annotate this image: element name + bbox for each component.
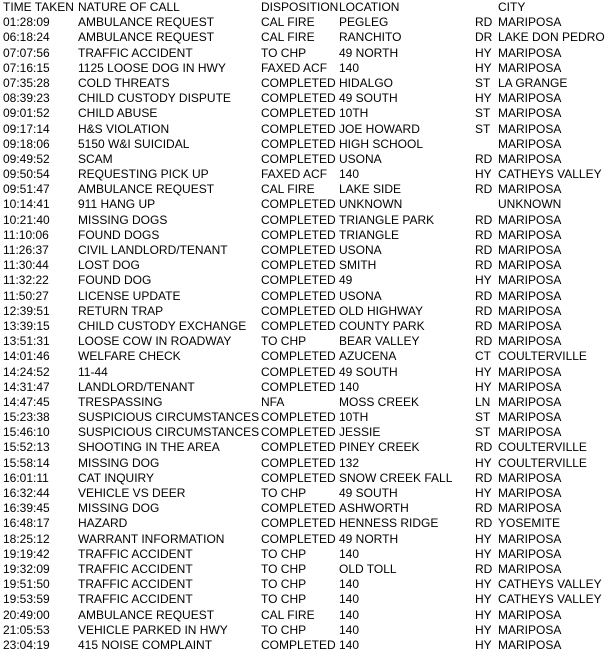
cell-nature: MISSING DOGS [78,212,168,227]
cell-disposition: COMPLETED [261,243,336,257]
cell-time: 09:51:47 [3,182,50,197]
cell-city: MARIPOSA [498,318,562,333]
cell-location: MOSS CREEK [339,394,420,409]
cell-nature: CAT INQUIRY [78,470,155,485]
cell-road-suffix: DR [475,30,493,45]
cell-location: 10TH [339,410,369,425]
cell-time: 15:46:10 [3,425,50,440]
cell-disposition: COMPLETED [261,91,336,106]
cell-nature: 415 NOISE COMPLAINT [78,637,213,652]
cell-city: CATHEYS VALLEY [498,592,602,607]
cell-city: MARIPOSA [498,212,562,227]
cell-nature: TRESPASSING [78,394,163,409]
cell-time: 15:52:13 [3,440,50,455]
cell-location: TRIANGLE [339,227,400,242]
cell-nature: AMBULANCE REQUEST [78,15,215,30]
cell-nature: SCAM [78,151,113,166]
cell-time: 15:58:14 [3,455,50,470]
cell-nature: RETURN TRAP [78,303,164,318]
cell-city: MARIPOSA [498,470,562,485]
cell-road-suffix: ST [475,410,491,425]
cell-disposition: COMPLETED [261,440,336,455]
cell-nature: LOOSE COW IN ROADWAY [78,334,232,349]
cell-road-suffix: RD [475,15,493,30]
cell-road-suffix: HY [475,622,492,637]
cell-disposition: COMPLETED [261,410,336,425]
cell-disposition: CAL FIRE [261,30,315,45]
cell-time: 13:39:15 [3,318,50,333]
cell-road-suffix: RD [475,470,493,485]
cell-road-suffix: HY [475,60,492,75]
header-location: LOCATION [339,0,400,14]
cell-time: 10:14:41 [3,197,50,212]
cell-time: 11:26:37 [3,243,49,257]
cell-nature: CHILD ABUSE [78,106,158,121]
cell-time: 09:17:14 [3,121,50,136]
cell-location: 140 [339,60,360,75]
cell-time: 11:32:22 [3,273,49,288]
cell-time: 20:49:00 [3,607,50,622]
cell-road-suffix: RD [475,516,493,531]
cell-time: 07:35:28 [3,75,50,90]
cell-nature: LOST DOG [78,258,140,273]
cell-road-suffix: ST [475,425,491,440]
cell-disposition: COMPLETED [261,121,336,136]
header-time: TIME TAKEN [3,0,74,14]
cell-location: AZUCENA [339,349,397,364]
cell-location: 49 SOUTH [339,364,398,379]
cell-time: 16:32:44 [3,486,50,500]
cell-road-suffix: HY [475,531,492,546]
cell-city: MARIPOSA [498,410,562,425]
cell-location: 49 NORTH [339,531,399,546]
cell-road-suffix: RD [475,182,493,197]
cell-road-suffix: HY [475,364,492,379]
cell-nature: CHILD CUSTODY DISPUTE [78,91,231,106]
cell-nature: FOUND DOGS [78,227,160,242]
cell-disposition: COMPLETED [261,75,336,90]
cell-road-suffix: ST [475,121,491,136]
cell-nature: VEHICLE VS DEER [78,486,186,500]
cell-disposition: COMPLETED [261,425,336,440]
cell-city: CATHEYS VALLEY [498,167,602,182]
cell-city: COULTERVILLE [498,455,587,470]
cell-nature: SUSPICIOUS CIRCUMSTANCES [78,410,260,425]
cell-nature: REQUESTING PICK UP [78,167,209,182]
cell-location: OLD TOLL [339,561,397,576]
cell-disposition: COMPLETED [261,501,336,516]
cell-road-suffix: RD [475,258,493,273]
cell-location: LAKE SIDE [339,182,402,197]
cell-city: MARIPOSA [498,151,562,166]
cell-location: SMITH [339,258,377,273]
cell-disposition: NFA [261,394,285,409]
cell-time: 07:07:56 [3,45,50,60]
cell-time: 19:32:09 [3,561,50,576]
cell-road-suffix: RD [475,303,493,318]
cell-disposition: COMPLETED [261,106,336,121]
cell-location: HENNESS RIDGE [339,516,439,531]
cell-nature: LANDLORD/TENANT [78,379,195,394]
cell-time: 13:51:31 [3,334,50,349]
header-nature: NATURE OF CALL [78,0,180,14]
cell-disposition: COMPLETED [261,531,336,546]
cell-disposition: COMPLETED [261,136,336,151]
cell-location: 49 SOUTH [339,91,398,106]
cell-location: 140 [339,167,360,182]
cell-nature: TRAFFIC ACCIDENT [78,546,193,561]
cell-city: YOSEMITE [498,516,561,531]
cell-nature: FOUND DOG [78,273,152,288]
cell-road-suffix: HY [475,273,492,288]
cell-road-suffix: RD [475,440,493,455]
cell-time: 14:01:46 [3,349,50,364]
cell-city: MARIPOSA [498,546,562,561]
cell-road-suffix: ST [475,75,491,90]
cell-location: PINEY CREEK [339,440,420,455]
cell-city: MARIPOSA [498,425,562,440]
cell-nature: WELFARE CHECK [78,349,181,364]
cell-city: MARIPOSA [498,486,562,500]
cell-location: JESSIE [339,425,381,440]
cell-city: CATHEYS VALLEY [498,577,602,592]
cell-city: MARIPOSA [498,258,562,273]
cell-disposition: COMPLETED [261,637,336,652]
cell-city: MARIPOSA [498,531,562,546]
cell-nature: SHOOTING IN THE AREA [78,440,220,455]
cell-time: 14:47:45 [3,394,50,409]
cell-disposition: TO CHP [261,592,307,607]
cell-disposition: TO CHP [261,334,307,349]
cell-time: 19:19:42 [3,546,50,561]
cell-disposition: COMPLETED [261,470,336,485]
cell-time: 11:10:06 [3,227,49,242]
cell-time: 09:50:54 [3,167,50,182]
cell-nature: 1125 LOOSE DOG IN HWY [78,60,226,75]
cell-location: TRIANGLE PARK [339,212,435,227]
cell-time: 14:24:52 [3,364,50,379]
cell-city: LAKE DON PEDRO [498,30,605,45]
cell-location: 49 SOUTH [339,486,398,500]
cell-location: UNKNOWN [339,197,403,212]
cell-road-suffix: RD [475,288,493,303]
cell-location: RANCHITO [339,30,402,45]
cell-location: 49 [339,273,353,288]
cell-time: 16:48:17 [3,516,50,531]
cell-disposition: COMPLETED [261,273,336,288]
cell-city: MARIPOSA [498,45,562,60]
cell-city: MARIPOSA [498,607,562,622]
cell-road-suffix: LN [475,394,491,409]
cell-nature: TRAFFIC ACCIDENT [78,561,193,576]
cell-nature: SUSPICIOUS CIRCUMSTANCES [78,425,260,440]
cell-disposition: COMPLETED [261,227,336,242]
cell-time: 14:31:47 [3,379,50,394]
cell-location: 140 [339,607,360,622]
cell-disposition: COMPLETED [261,318,336,333]
cell-road-suffix: RD [475,318,493,333]
cell-location: ASHWORTH [339,501,409,516]
cell-road-suffix: RD [475,501,493,516]
cell-nature: CHILD CUSTODY EXCHANGE [78,318,247,333]
cell-location: JOE HOWARD [339,121,420,136]
cell-time: 07:16:15 [3,60,50,75]
cell-location: 140 [339,637,360,652]
cell-location: 49 NORTH [339,45,399,60]
cell-city: MARIPOSA [498,273,562,288]
cell-time: 16:01:11 [3,470,49,485]
cell-road-suffix: HY [475,379,492,394]
cell-road-suffix: HY [475,577,492,592]
cell-disposition: TO CHP [261,561,307,576]
cell-location: 140 [339,577,360,592]
cell-road-suffix: HY [475,486,492,500]
cell-city: MARIPOSA [498,637,562,652]
cell-city: LA GRANGE [498,75,568,90]
cell-disposition: FAXED ACF [261,167,328,182]
cell-city: MARIPOSA [498,136,562,151]
cell-road-suffix: RD [475,227,493,242]
cell-road-suffix: RD [475,561,493,576]
cell-city: MARIPOSA [498,288,562,303]
cell-location: 140 [339,379,360,394]
cell-nature: 11-44 [78,364,108,379]
cell-road-suffix: ST [475,106,491,121]
cell-time: 23:04:19 [3,637,50,652]
cell-disposition: COMPLETED [261,364,336,379]
cell-location: USONA [339,151,382,166]
cell-city: MARIPOSA [498,622,562,637]
cell-disposition: TO CHP [261,577,307,592]
cell-nature: TRAFFIC ACCIDENT [78,577,193,592]
cell-city: MARIPOSA [498,182,562,197]
cell-nature: TRAFFIC ACCIDENT [78,592,193,607]
cell-time: 19:53:59 [3,592,50,607]
cell-time: 16:39:45 [3,501,50,516]
cell-time: 11:30:44 [3,258,49,273]
cell-city: UNKNOWN [498,197,562,212]
cell-road-suffix: HY [475,637,492,652]
cell-location: USONA [339,243,382,257]
cell-road-suffix: HY [475,45,492,60]
cell-time: 09:49:52 [3,151,50,166]
cell-location: OLD HIGHWAY [339,303,424,318]
cell-city: MARIPOSA [498,15,562,30]
cell-road-suffix: RD [475,212,493,227]
cell-nature: COLD THREATS [78,75,170,90]
cell-location: 140 [339,592,360,607]
cell-nature: 911 HANG UP [78,197,156,212]
cell-road-suffix: HY [475,607,492,622]
cell-disposition: COMPLETED [261,379,336,394]
cell-disposition: COMPLETED [261,349,336,364]
cell-disposition: TO CHP [261,486,307,500]
cell-disposition: CAL FIRE [261,607,315,622]
cell-disposition: COMPLETED [261,258,336,273]
cell-location: SNOW CREEK FALL [339,470,453,485]
cell-time: 09:01:52 [3,106,50,121]
cell-city: COULTERVILLE [498,349,587,364]
cell-city: MARIPOSA [498,106,562,121]
cell-location: PEGLEG [339,15,389,30]
cell-location: BEAR VALLEY [339,334,420,349]
cell-disposition: COMPLETED [261,288,336,303]
cell-location: COUNTY PARK [339,318,425,333]
cell-road-suffix: RD [475,243,493,257]
cell-time: 18:25:12 [3,531,50,546]
cell-nature: LICENSE UPDATE [78,288,181,303]
cell-disposition: CAL FIRE [261,182,315,197]
cell-nature: AMBULANCE REQUEST [78,182,215,197]
cell-nature: HAZARD [78,516,128,531]
cell-disposition: CAL FIRE [261,15,315,30]
cell-time: 08:39:23 [3,91,50,106]
cell-nature: VEHICLE PARKED IN HWY [78,622,228,637]
header-disposition: DISPOSITION [261,0,339,14]
cell-city: MARIPOSA [498,243,562,257]
cell-time: 19:51:50 [3,577,50,592]
cell-city: MARIPOSA [498,501,562,516]
cell-time: 10:21:40 [3,212,50,227]
cell-nature: TRAFFIC ACCIDENT [78,45,193,60]
cell-city: MARIPOSA [498,364,562,379]
cell-disposition: TO CHP [261,546,307,561]
cell-nature: AMBULANCE REQUEST [78,607,215,622]
cell-time: 01:28:09 [3,15,50,30]
cell-city: MARIPOSA [498,91,562,106]
cell-time: 06:18:24 [3,30,50,45]
cell-nature: MISSING DOG [78,501,160,516]
cell-location: HIDALGO [339,75,394,90]
cell-city: MARIPOSA [498,121,562,136]
cell-nature: WARRANT INFORMATION [78,531,225,546]
cell-road-suffix: HY [475,91,492,106]
cell-nature: H&S VIOLATION [78,121,170,136]
cell-road-suffix: RD [475,151,493,166]
cell-city: MARIPOSA [498,561,562,576]
cell-nature: CIVIL LANDLORD/TENANT [78,243,228,257]
cell-city: MARIPOSA [498,60,562,75]
cell-disposition: COMPLETED [261,455,336,470]
cell-disposition: TO CHP [261,45,307,60]
cell-nature: MISSING DOG [78,455,160,470]
cell-city: MARIPOSA [498,334,562,349]
cell-road-suffix: HY [475,592,492,607]
cell-city: COULTERVILLE [498,440,587,455]
cell-disposition: COMPLETED [261,516,336,531]
cell-location: 10TH [339,106,369,121]
cell-nature: 5150 W&I SUICIDAL [78,136,190,151]
cell-time: 11:50:27 [3,288,49,303]
cell-disposition: FAXED ACF [261,60,328,75]
cell-disposition: TO CHP [261,622,307,637]
cell-road-suffix: HY [475,167,492,182]
cell-city: MARIPOSA [498,303,562,318]
cell-location: 140 [339,622,360,637]
cell-time: 15:23:38 [3,410,50,425]
cell-road-suffix: HY [475,546,492,561]
cell-location: HIGH SCHOOL [339,136,424,151]
cell-time: 09:18:06 [3,136,50,151]
cell-city: MARIPOSA [498,227,562,242]
cell-road-suffix: CT [475,349,491,364]
header-city: CITY [498,0,526,14]
cell-disposition: COMPLETED [261,303,336,318]
cell-city: MARIPOSA [498,379,562,394]
cell-road-suffix: RD [475,334,493,349]
cell-disposition: COMPLETED [261,151,336,166]
cell-time: 21:05:53 [3,622,50,637]
cell-time: 12:39:51 [3,303,50,318]
cell-road-suffix: HY [475,455,492,470]
cell-nature: AMBULANCE REQUEST [78,30,215,45]
cell-location: 132 [339,455,360,470]
cell-city: MARIPOSA [498,394,562,409]
cell-disposition: COMPLETED [261,197,336,212]
cell-location: 140 [339,546,360,561]
cell-location: USONA [339,288,382,303]
cell-disposition: COMPLETED [261,212,336,227]
